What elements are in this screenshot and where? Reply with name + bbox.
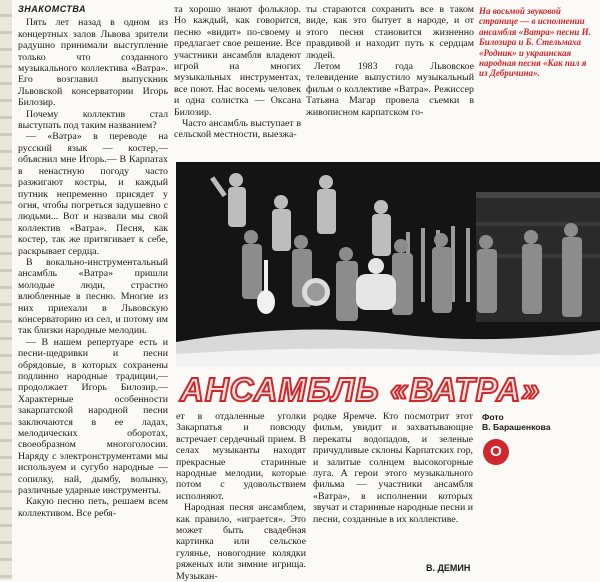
paragraph: та хорошо знают фольклор. Но каждый, как говорится, песню «видит» по-своему и предлагает свое решение. Все участники ансамбля владеют игрой на многих музыкальных инструментах, все поют. Нас восемь человек и одна солистка — Оксана Билозир. (174, 4, 301, 118)
paragraph: — В нашем репертуаре есть и песни-щедривки и песни обрядовые, в которых сохранены подлинно народные традиции,— продолжает Игорь Билозир.— Характерные особенности закарпатской народной песни заключаются в ее ладах, мелодических оборотах, своеобразном многоголосии. Наряду с электронструментами мы используем и сугубо народные — сопилку, най, дымбу, волынку, различные ударные инструменты. (18, 336, 168, 497)
article-headline: АНСАМБЛЬ «ВАТРА» (180, 371, 541, 408)
paragraph: Часто ансамбль выступает в сельской местности, выезжа- (174, 118, 301, 141)
paragraph: родке Яремче. Кто посмотрит этот фильм, увидит и захватывающие перекаты водопадов, и зеленые причудливые склоны Карпатских гор, и залитые солнцем высокогорные луга. А герои этого музыкального фильма — участники ансамбля «Ватра», в исполнении которых звучат и старинные народные песни и песни, созданные в их коллективе. (313, 411, 473, 525)
section-rubric: ЗНАКОМСТВА (18, 4, 87, 14)
article-author: В. ДЕМИН (426, 563, 471, 573)
photo-credit-name: В. Барашенкова (482, 422, 551, 432)
paragraph: Народная песня ансамблем, как правило, «играется». Это может быть свадебная картинка или сельское гулянье, новогодние колядки ряженых или зимние игрища. Музыкан- (176, 502, 306, 582)
paragraph: Пять лет назад в одном из концертных залов Львова зрители радушно принимали выступление только что созданного музыкального коллектива «Ватра». Его возглавил выпускник Львовской консерватории Игорь Билозир. (18, 17, 168, 109)
paragraph: Какую песню петь, решаем всем коллективом. Все ребя- (18, 496, 168, 519)
ensemble-photo-drawing (176, 162, 600, 367)
article-column-1 (18, 4, 168, 519)
paragraph: ты стараются сохранить все в таком виде, как это бытует в народе, и от этого песня становится жизненно правдивой и находит путь к сердцам людей. (306, 4, 474, 61)
article-column-3 (306, 4, 474, 118)
paragraph: ет в отдаленные уголки Закарпатья и повсюду встречает сердечный прием. В селах музыканты находят прекрасные старинные народные мелодии, которые потом с удовольствием исполняют. (176, 411, 306, 502)
magazine-logo-icon: О (483, 439, 509, 465)
article-lower-column-3 (313, 411, 473, 525)
sidebar-note: На восьмой звуковой странице — в исполнении ансамбля «Ватра» песни И. Билозира и Б. Стельмаха «Родник» и украинская народная песня «Как пил я из Дебричина». (479, 6, 591, 79)
photo-credit (482, 412, 597, 432)
paragraph: Почему коллектив стал выступать под таким названием? (18, 108, 168, 132)
spiral-binding (0, 0, 12, 580)
article-column-2 (174, 4, 301, 141)
paragraph: Летом 1983 года Львовское телевидение выпустило музыкальный фильм о коллективе «Ватра». Режиссер Татьяна Магар провела съемки в живописном карпатском го- (306, 61, 474, 118)
paragraph: — «Ватра» в переводе на русский язык — костер,— объяснил мне Игорь.— В Карпатах в ненастную погоду часто разжигают костры, и каждый путник непременно присядет у огня, чтобы погреться задушевно с людьми... Вот и назвали мы свой коллектив «Ватра». Песня, как костер, так же притягивает к себе, раскрывает сердца. (18, 131, 168, 257)
article-lower-column-2 (176, 411, 306, 582)
ensemble-photo (176, 162, 600, 367)
photo-credit-label: Фото (482, 412, 504, 422)
paragraph: В вокально-инструментальный ансамбль «Ватра» пришли молодые люди, страстно влюбленные в песню. Многие из них приехали в Львовскую консерваторию из сел, и потому им так близки народные мелодии. (18, 256, 168, 337)
